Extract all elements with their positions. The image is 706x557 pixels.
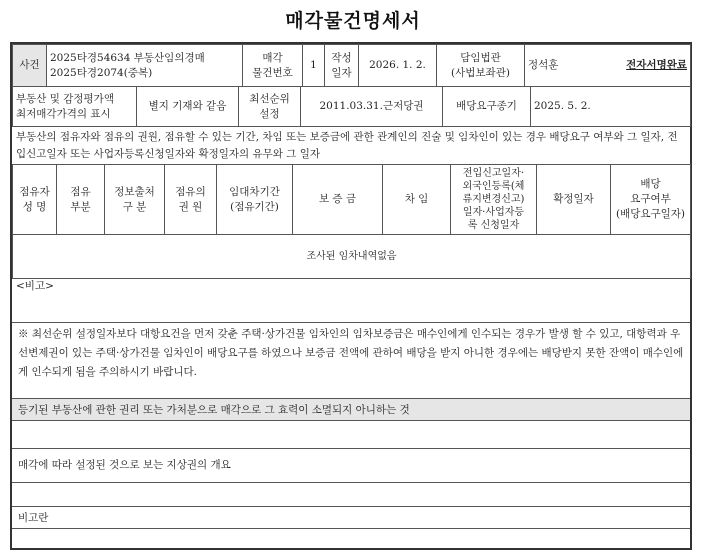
judge-cell xyxy=(525,45,691,87)
col-dividend-request: 배당 요구여부 (배당요구일자) xyxy=(611,165,691,235)
case-header-row xyxy=(12,44,690,87)
specification-form xyxy=(10,42,692,550)
col-lease-period: 임대차기간 (점유기간) xyxy=(217,165,293,235)
col-rent: 차 임 xyxy=(383,165,451,235)
surviving-rights-header: 등기된 부동산에 관한 권리 또는 가처분으로 매각으로 그 효력이 소멸되지 아니하는 것 xyxy=(12,398,690,420)
valuation-value: 별지 기재와 같음 xyxy=(137,87,239,127)
col-deposit: 보 증 금 xyxy=(293,165,383,235)
judge-label: 담임법관 (사법보좌관) xyxy=(437,45,525,87)
remarks-section-header: 비고란 xyxy=(12,506,690,528)
surface-rights-content xyxy=(12,482,690,507)
remarks-section-content xyxy=(12,528,690,549)
sale-number-label: 매각 물건번호 xyxy=(243,45,303,87)
case-number-line2: 2025타경2074(중복) xyxy=(50,66,153,79)
written-date-label: 작성 일자 xyxy=(325,45,359,87)
remarks-label: <비고> xyxy=(16,280,54,292)
case-number xyxy=(47,45,243,87)
occupant-table xyxy=(12,164,690,279)
judge-name: 정석훈 xyxy=(528,59,559,71)
written-date: 2026. 1. 2. xyxy=(359,45,437,87)
valuation-label: 부동산 및 감정평가액 최저매각가격의 표시 xyxy=(13,87,137,127)
case-label: 사건 xyxy=(13,45,47,87)
priority-label: 최선순위 설정 xyxy=(239,87,301,127)
col-registration-date: 전입신고일자· 외국인등록(체 류지변경신고) 일자·사업자등 록 신청일자 xyxy=(451,165,537,235)
priority-warning: ※ 최선순위 설정일자보다 대항요건을 먼저 갖춘 주택·상가건물 임차인의 임차보증금은 매수인에게 인수되는 경우가 발생 할 수 있고, 대항력과 우선변제권이 있는 주택·상가건물 임차인이 배당요구를 하였으나 보증금 전액에 관하여 배당을 받지 아니한 경우에는 배당받지 못한 잔액이 매수인에게 인수되게 됨을 주의하시기 바랍니다. xyxy=(12,322,690,398)
dividend-deadline-label: 배당요구종기 xyxy=(443,87,531,127)
col-occupancy-title: 점유의 권 원 xyxy=(165,165,217,235)
col-occupied-part: 점유 부분 xyxy=(57,165,105,235)
priority-value: 2011.03.31.근저당권 xyxy=(301,87,443,127)
col-info-source: 정보출처 구 분 xyxy=(105,165,165,235)
document-title: 매각물건명세서 xyxy=(285,10,421,32)
empty-tenancy-message: 조사된 임차내역없음 xyxy=(13,235,691,279)
surviving-rights-content xyxy=(12,420,690,449)
valuation-row xyxy=(12,86,690,127)
sale-number: 1 xyxy=(303,45,325,87)
col-fixed-date: 확정일자 xyxy=(537,165,611,235)
surface-rights-header: 매각에 따라 설정된 것으로 보는 지상권의 개요 xyxy=(12,448,690,482)
col-occupant-name: 점유자 성 명 xyxy=(13,165,57,235)
dividend-deadline-value: 2025. 5. 2. xyxy=(531,87,691,127)
occupancy-note: 부동산의 점유자와 점유의 권원, 점유할 수 있는 기간, 차임 또는 보증금에 관한 관계인의 진술 및 임차인이 있는 경우 배당요구 여부와 그 일자, 전입신고일자 또는 사업자등록신청일자와 확정일자의 유무와 그 일자 xyxy=(12,126,690,164)
case-number-line1: 2025타경54634 부동산임의경매 xyxy=(50,51,205,64)
e-signature-badge: 전자서명완료 xyxy=(626,59,687,71)
